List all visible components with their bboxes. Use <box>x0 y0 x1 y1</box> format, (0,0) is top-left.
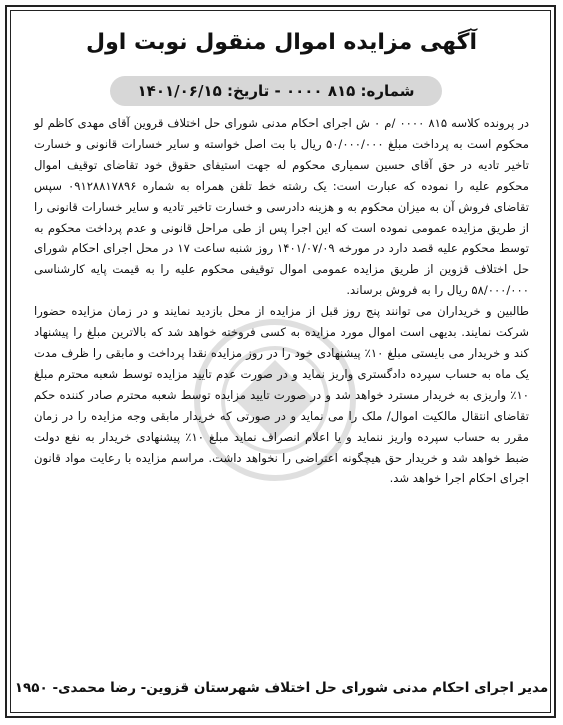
reference-bar: شماره: ۸۱۵ ۰۰۰۰ - تاریخ: ۱۴۰۱/۰۶/۱۵ <box>110 76 442 106</box>
notice-body <box>34 113 529 489</box>
notice-signature: مدیر اجرای احکام مدنی شورای حل اختلاف شهرستان قزوین- رضا محمدی- ۱۹۵۰ <box>14 680 549 696</box>
notice-paragraph: طالبین و خریداران می توانند پنج روز قبل از مزایده از محل بازدید نمایند و در زمان مزایده حضورا شرکت نمایند. بدیهی است اموال مورد مزایده به کسی فروخته خواهد شد که بالاترین مبلغ را پیشنهاد کند و خریدار می بایستی مبلغ ۱۰٪ پیشنهادی خود را در روز مزایده نقدا پرداخت و مابقی را ظرف مدت یک ماه به حساب سپرده دادگستری واریز نماید و در صورت عدم تایید مزایده توسط شعبه محترم مبلغ ۱۰٪ واریزی به خریدار مسترد خواهد شد و در صورت تایید مزایده توسط شعبه محترم صادر کننده حکم تقاضای انتقال مالکیت اموال/ ملک را می نماید و در صورتی که خریدار مابقی وجه مزایده را در زمان مقرر به حساب سپرده واریز ننماید و یا اعلام انصراف نماید مبلغ ۱۰٪ پیشنهادی خریدار به نفع دولت ضبط خواهد شد و خریدار حق هیچگونه اعتراضی را نخواهد داشت. مراسم مزایده با رعایت مواد قانون اجرای احکام اجرا خواهد شد. <box>34 304 529 486</box>
notice-title: آگهی مزایده اموال منقول نوبت اول <box>85 30 478 55</box>
notice-paragraph: در پرونده کلاسه ۸۱۵ ۰۰۰۰ /م ۰ ش اجرای احکام مدنی شورای حل اختلاف قروین آقای مهدی کاظم لو محکوم است به پرداخت مبلغ ۵۰/۰۰۰/۰۰۰ ریال با بت اصل خواسته و سایر خسارات قانونی و خسارت تاخیر تادیه در حق آقای حسین سمیاری محکوم له جهت استیفای حقوق خود تقاضای توقیف اموال محکوم علیه را نموده که عبارت است: یک رشته خط تلفن همراه به شماره ۰۹۱۲۸۸۱۷۸۹۶ سپس تقاضای فروش آن به میزان محکوم به و هزینه دادرسی و خسارت تاخیر تادیه و سایر خسارات قانونی را از طریق مزایده عمومی نموده است که این اجرا پس از طی مراحل قانونی و عدم پرداخت محکوم به توسط محکوم علیه قصد دارد در مورخه ۱۴۰۱/۰۷/۰۹ روز شنبه ساعت ۱۷ در محل اجرای احکام شورای حل اختلاف قزوین از طریق مزایده عمومی اموال توقیفی محکوم علیه را به قیمت پایه کارشناسی ۵۸/۰۰۰/۰۰۰ ریال را به فروش برساند. <box>34 116 530 298</box>
